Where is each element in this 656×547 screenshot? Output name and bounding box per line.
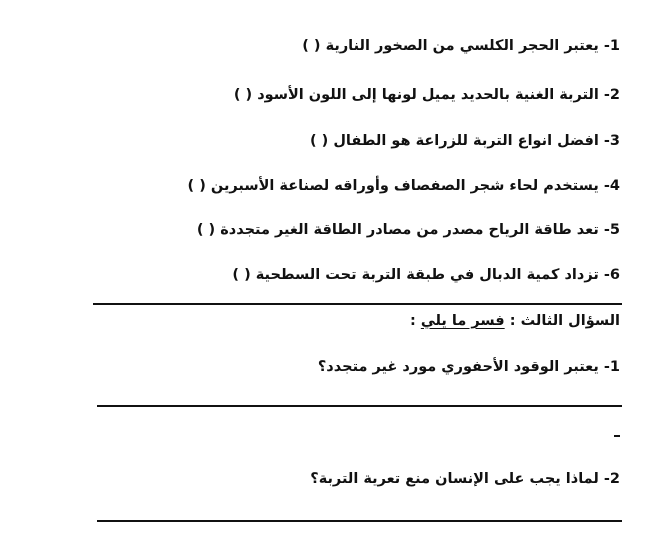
section-instruction: فسر ما يلي: [420, 313, 505, 329]
question-2: [310, 469, 620, 489]
statement-number: 1-: [603, 38, 620, 54]
answer-line: [97, 520, 622, 522]
answer-parentheses: ( ): [196, 222, 216, 238]
answer-parentheses: ( ): [309, 133, 329, 149]
section-label: السؤال الثالث: [520, 313, 620, 329]
statement-2: [234, 85, 620, 105]
statement-text: تعد طاقة الرياح مصدر من مصادر الطاقة الغير متجددة: [220, 222, 599, 238]
section-divider: [93, 303, 622, 305]
statement-text: يعتبر الحجر الكلسي من الصخور النارية: [325, 38, 599, 54]
answer-parentheses: ( ): [232, 267, 251, 283]
statement-number: 5-: [603, 222, 620, 238]
answer-parentheses: ( ): [302, 38, 321, 54]
statement-text: تزداد كمية الدبال في طبقة التربة تحت السطحية: [255, 267, 599, 283]
question-1: [318, 357, 620, 377]
section-heading: [410, 311, 620, 331]
question-text: لماذا يجب على الإنسان منع تعرية التربة؟: [310, 471, 599, 487]
answer-line: [97, 405, 622, 407]
answer-line-end: [614, 435, 620, 437]
statement-text: افضل انواع التربة للزراعة هو الطفال: [333, 133, 599, 149]
question-number: 2-: [603, 471, 620, 487]
answer-parentheses: ( ): [187, 178, 206, 194]
statement-number: 6-: [603, 267, 620, 283]
statement-6: [232, 265, 620, 285]
question-number: 1-: [603, 359, 620, 375]
statement-5: [197, 220, 620, 240]
section-separator: :: [504, 313, 521, 329]
statement-3: [310, 131, 620, 151]
statement-number: 3-: [603, 133, 620, 149]
statement-4: [188, 176, 620, 196]
question-text: يعتبر الوقود الأحفوري مورد غير متجدد؟: [317, 359, 599, 375]
statement-number: 4-: [603, 178, 620, 194]
statement-number: 2-: [603, 87, 620, 103]
answer-parentheses: ( ): [233, 87, 253, 103]
statement-text: يستخدم لحاء شجر الصفصاف وأوراقه لصناعة الأسبرين: [210, 178, 599, 194]
statement-text: التربة الغنية بالحديد يميل لونها إلى اللون الأسود: [257, 87, 599, 103]
statement-1: [302, 36, 620, 56]
section-suffix: :: [409, 313, 421, 329]
